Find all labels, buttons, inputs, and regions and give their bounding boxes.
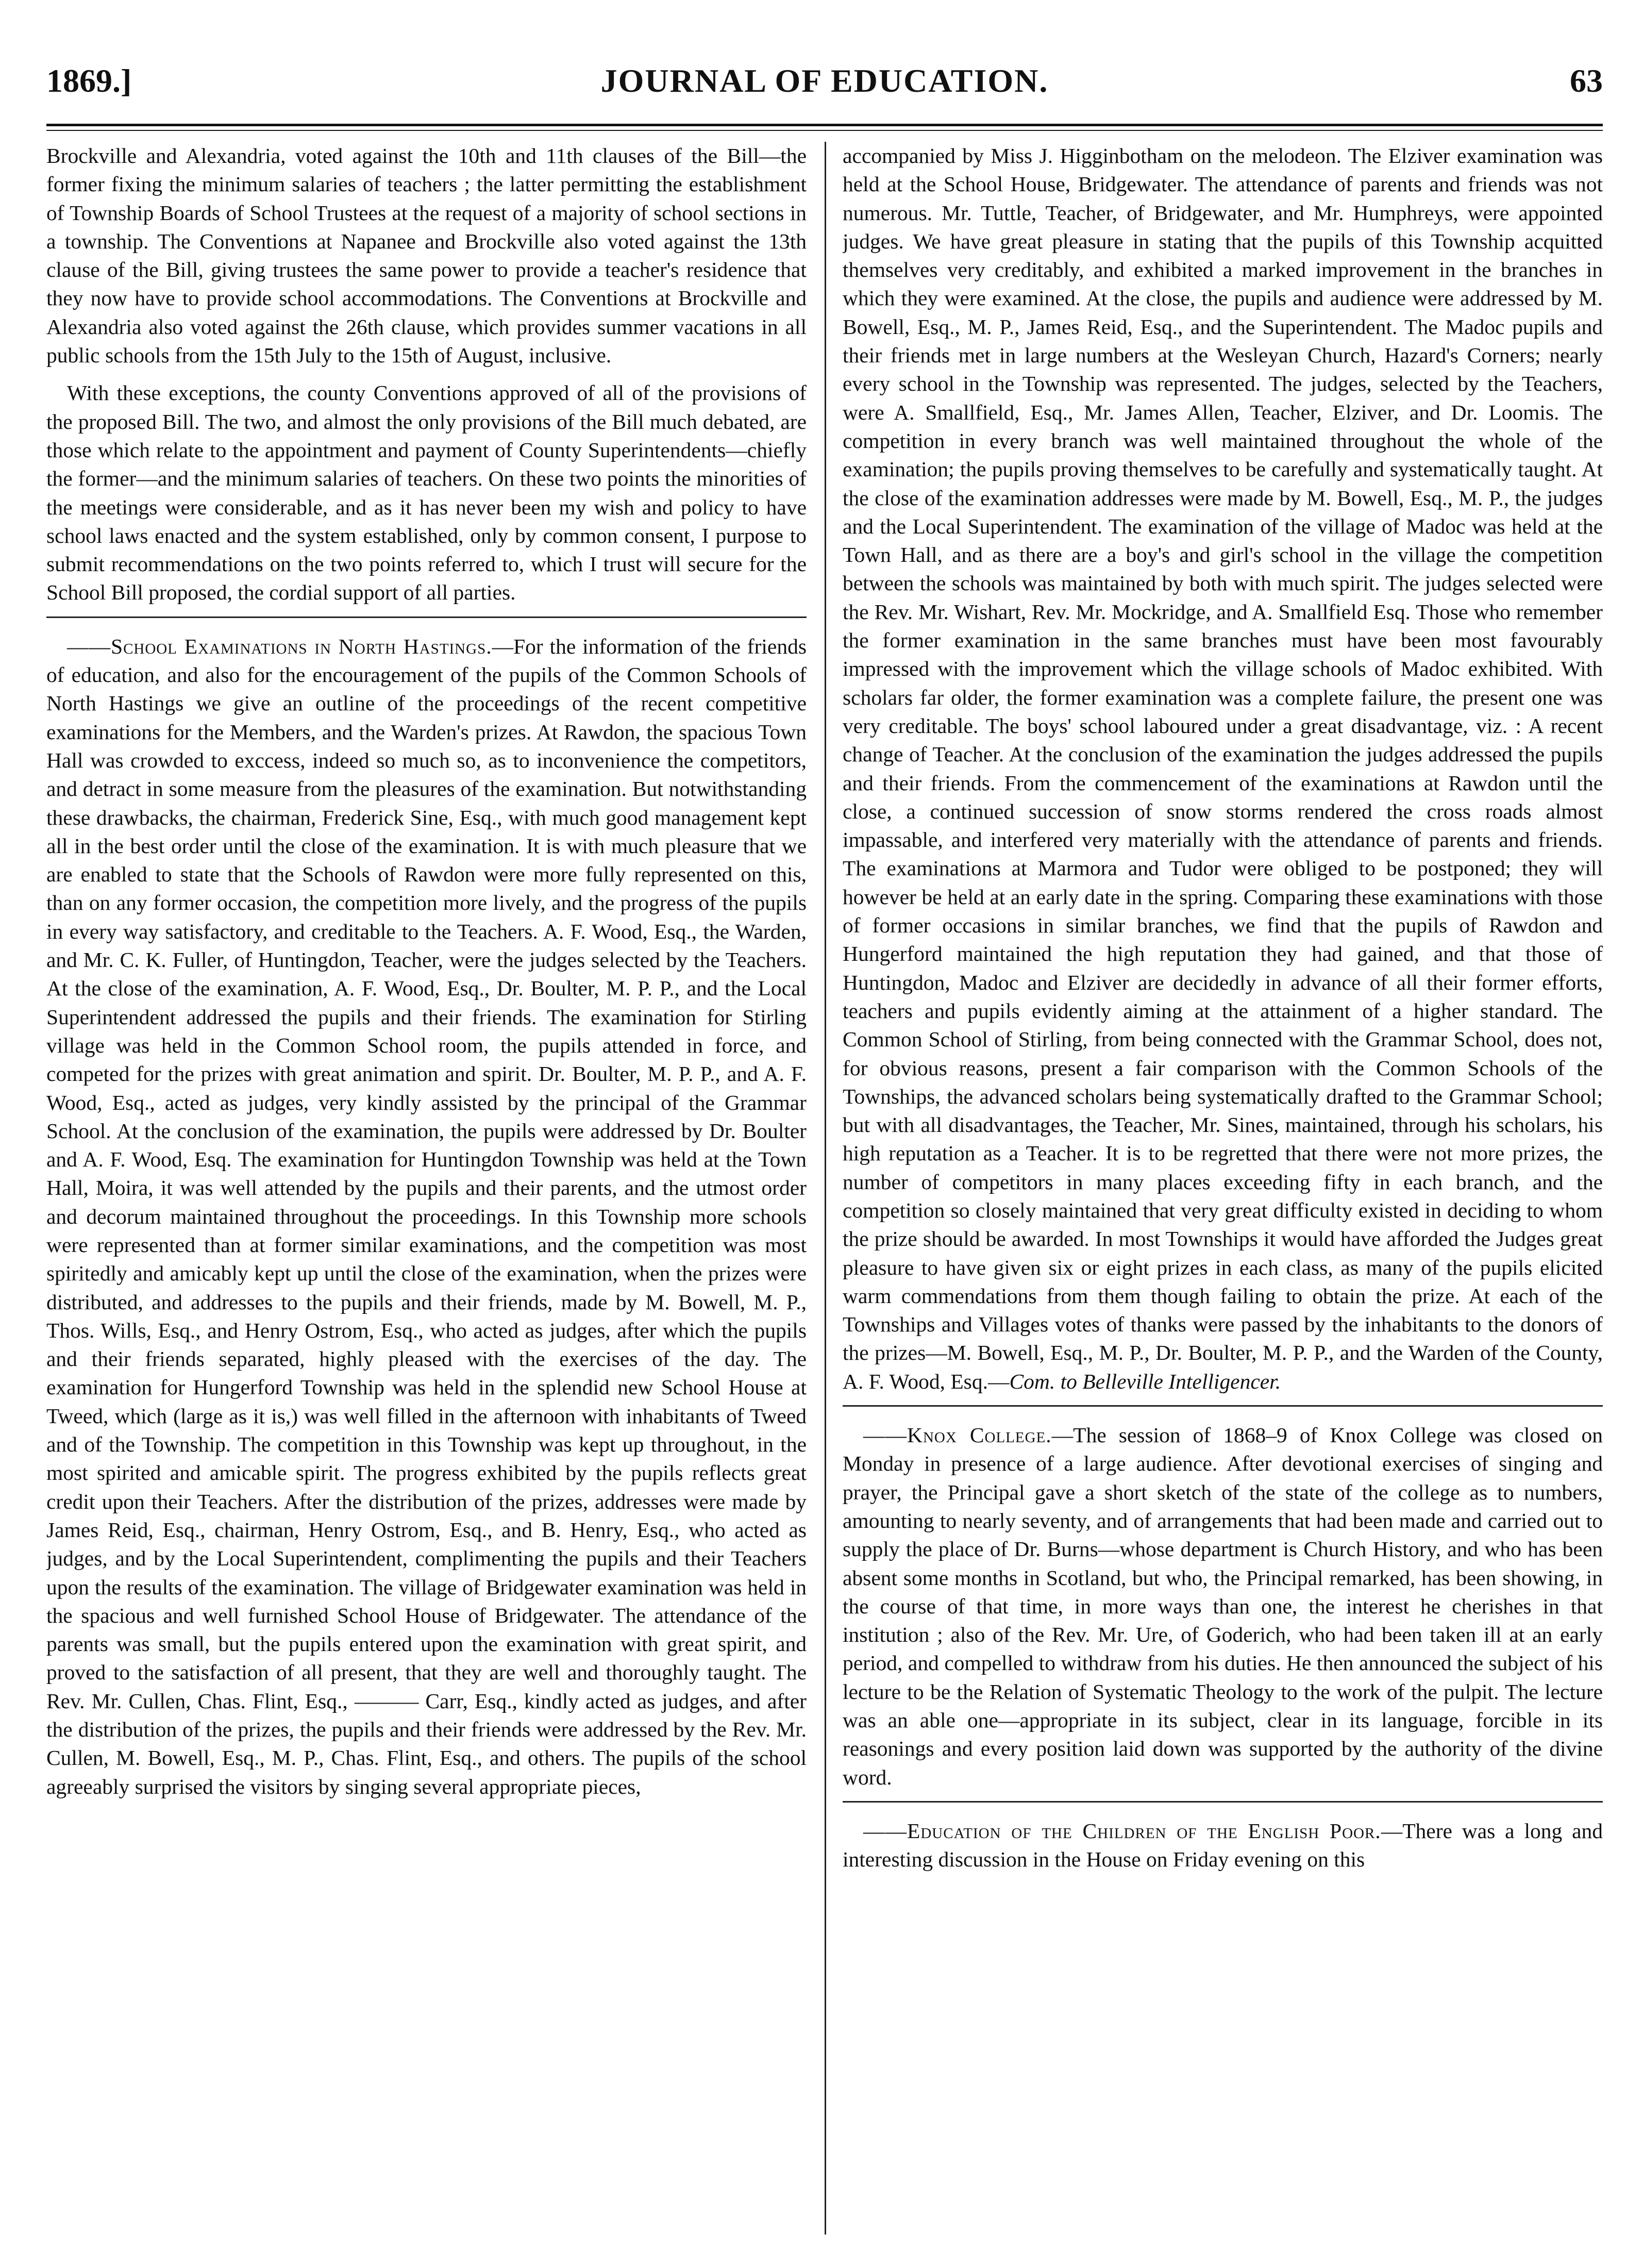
header-rule bbox=[46, 124, 1603, 126]
section-divider bbox=[843, 1405, 1603, 1407]
article-body: —For the information of the friends of education, and also for the encouragement of the pupils of the Common Schools of North Hastings we give an outline of the proceedings of the recent competitive examinations for the Members, and the Warden's prizes. At Rawdon, the spacious Town Hall was crowded to exccess, indeed so much so, as to inconvenience the competitors, and detract in some measure from the pleasures of the examination. But notwithstanding these drawbacks, the chairman, Frederick Sine, Esq., with much good management kept all in the best order until the close of the examination. It is with much pleasure that we are enabled to state that the Schools of Rawdon were more fully represented on this, than on any former occasion, the competition more lively, and the progress of the pupils in every way satisfactory, and creditable to the Teachers. A. F. Wood, Esq., the Warden, and Mr. C. K. Fuller, of Huntingdon, Teacher, were the judges selected by the Teachers. At the close of the examination, A. F. Wood, Esq., Dr. Boulter, M. P. P., and the Local Superintendent addressed the pupils and their friends. The examination for Stirling village was held in the Common School room, the pupils attended in force, and competed for the prizes with great animation and spirit. Dr. Boulter, M. P. P., and A. F. Wood, Esq., acted as judges, very kindly assisted by the principal of the Grammar School. At the conclusion of the examination, the pupils were addressed by Dr. Boulter and A. F. Wood, Esq. The examination for Huntingdon Township was held at the Town Hall, Moira, it was well attended by the pupils and their parents, and the utmost order and decorum maintained throughout the proceedings. In this Township more schools were represented than at former similar examinations, and the competition was most spiritedly and amicably kept up until the close of the examination, when the prizes were distributed, and addresses to the pupils and their friends, made by M. Bowell, M. P., Thos. Wills, Esq., and Henry Ostrom, Esq., who acted as judges, after which the pupils and their friends separated, highly pleased with the exercises of the day. The examination for Hungerford Township was held in the splendid new School House at Tweed, which (large as it is,) was well filled in the afternoon with inhabitants of Tweed and of the Township. The competition in this Township was kept up throughout, in the most spirited and amicable spirit. The progress exhibited by the pupils reflects great credit upon their Teachers. After the distribution of the prizes, addresses were made by James Reid, Esq., chairman, Henry Ostrom, Esq., and B. Henry, Esq., who acted as judges, and by the Local Superintendent, complimenting the pupils and their Teachers upon the results of the examination. The village of Bridgewater examination was held in the spacious and well furnished School House of Bridgewater. The attendance of the parents was small, but the pupils entered upon the examination with great spirit, and proved to the satisfaction of all present, that they are well and thoroughly taught. The Rev. Mr. Cullen, Chas. Flint, Esq., ——— Carr, Esq., kindly acted as judges, and after the distribution of the prizes, the pupils and their friends were addressed by the Rev. Mr. Cullen, M. Bowell, Esq., M. P., Chas. Flint, Esq., and others. The pupils of the school agreeably surprised the visitors by singing several appropriate pieces, bbox=[46, 634, 807, 1798]
header-year: 1869.] bbox=[46, 62, 132, 99]
header-rule-thin bbox=[46, 130, 1603, 131]
journal-page bbox=[46, 41, 1603, 2237]
continuation-text: accompanied by Miss J. Higginbotham on the melodeon. The Elziver examination was held at the School House, Bridgewater. The attendance of parents and friends was not numerous. Mr. Tuttle, Teacher, of Bridgewater, and Mr. Humphreys, were appointed judges. We have great pleasure in stating that the pupils of this Township acquitted themselves very creditably, and exhibited a marked improvement in the branches in which they were examined. At the close, the pupils and audience were addressed by M. Bowell, Esq., M. P., James Reid, Esq., and the Superintendent. The Madoc pupils and their friends met in large numbers at the Wesleyan Church, Hazard's Corners; nearly every school in the Township was represented. The judges, selected by the Teachers, were A. Smallfield, Esq., Mr. James Allen, Teacher, Elziver, and Dr. Loomis. The competition in every branch was well maintained throughout the whole of the examination; the pupils proving themselves to be carefully and systematically taught. At the close of the examination addresses were made by M. Bowell, Esq., M. P., the judges and the Local Superintendent. The examination of the village of Madoc was held at the Town Hall, and as there are a boy's and girl's school in the village the competition between the schools was maintained by both with much spirit. The judges selected were the Rev. Mr. Wishart, Rev. Mr. Mockridge, and A. Smallfield Esq. Those who remember the former examination in the same branches must have been most favourably impressed with the improvement which the village schools of Madoc exhibited. With scholars far older, the former examination was a complete failure, the present one was very creditable. The boys' school laboured under a great disadvantage, viz. : A recent change of Teacher. At the conclusion of the examination the judges addressed the pupils and their friends. From the commencement of the examinations at Rawdon until the close, a continued succession of snow storms rendered the cross roads almost impassable, and interfered very materially with the attendance of parents and friends. The examinations at Marmora and Tudor were obliged to be postponed; they will however be held at an early date in the spring. Comparing these examinations with those of former occasions in similar branches, we find that the pupils of Rawdon and Hungerford maintained the high reputation they had gained, and that those of Huntingdon, Madoc and Elziver are decidedly in advance of all their former efforts, teachers and pupils evidently aiming at the attainment of a higher standard. The Common School of Stirling, from being connected with the Grammar School, does not, for obvious reasons, present a fair comparison with the Common Schools of the Townships, the advanced scholars being systematically drafted to the Grammar School; but with all disadvantages, the Teacher, Mr. Sines, maintained, through his scholars, his high reputation as a Teacher. It is to be regretted that there were not more prizes, the number of competitors in many places exceeding fifty in each branch, and the competition so closely maintained that very great difficulty existed in deciding to whom the prize should be awarded. In most Townships it would have afforded the Judges great pleasure to have given six or eight prizes in each class, as many of the pupils elicited warm commendations from them though failing to obtain the prize. At each of the Townships and Villages votes of thanks were passed by the inhabitants to the donors of the prizes—M. Bowell, Esq., M. P., Dr. Boulter, M. P. P., and the Warden of the County, A. F. Wood, Esq.— bbox=[843, 144, 1603, 1393]
section-divider bbox=[843, 1801, 1603, 1803]
page-number: 63 bbox=[1570, 62, 1603, 99]
article-heading: ——School Examinations in North Hastings. bbox=[67, 634, 492, 658]
paragraph: Brockville and Alexandria, voted against the 10th and 11th clauses of the Bill—the former fixing the minimum salaries of teachers ; the latter permitting the establishment of Township Boards of School Trustees at the request of a majority of school sections in a township. The Conventions at Napanee and Brockville also voted against the 13th clause of the Bill, giving trustees the same power to provide a teacher's residence that they now have to provide school accommodations. The Conventions at Brockville and Alexandria also voted against the 26th clause, which provides summer vacations in all public schools from the 15th July to the 15th of August, inclusive. bbox=[46, 144, 807, 368]
article-body: —The session of 1868–9 of Knox College was closed on Monday in presence of a large audience. After devotional exercises of singing and prayer, the Principal gave a short sketch of the state of the college as to numbers, amounting to nearly seventy, and of arrangements that had been made and carried out to supply the place of Dr. Burns—whose department is Church History, and who has been absent some months in Scotland, but who, the Principal remarked, has been showing, in the course of that time, in more ways than one, the interest he cherishes in that institution ; also of the Rev. Mr. Ure, of Goderich, who had been taken ill at an early period, and compelled to withdraw from his duties. He then announced the subject of his lecture to be the Relation of Systematic Theology to the work of the pulpit. The lecture was an able one—appropriate in its subject, clear in its language, forcible in its reasonings and every position laid down was supported by the authority of the divine word. bbox=[843, 1423, 1603, 1789]
paragraph bbox=[843, 142, 1603, 1396]
article-school-examinations bbox=[46, 632, 807, 1801]
article-heading: ——Education of the Children of the English Poor. bbox=[863, 1819, 1381, 1843]
section-divider bbox=[46, 616, 807, 618]
page-header bbox=[46, 41, 1603, 98]
journal-title: JOURNAL OF EDUCATION. bbox=[600, 62, 1049, 99]
left-column bbox=[46, 142, 807, 2234]
paragraph: With these exceptions, the county Conventions approved of all of the provisions of the proposed Bill. The two, and almost the only provisions of the Bill much debated, are those which relate to the appointment and payment of County Superintendents—chiefly the former—and the minimum salaries of teachers. On these two points the minorities of the meetings were considerable, and as it has never been my wish and policy to have school laws enacted and the system established, only by common consent, I purpose to submit recommendations on the two points referred to, which I trust will secure for the School Bill proposed, the cordial support of all parties. bbox=[46, 381, 807, 605]
source-credit: Com. to Belleville Intelligencer. bbox=[1009, 1369, 1281, 1393]
column-divider bbox=[825, 142, 826, 2234]
article-body: —There was a long and interesting discussion in the House on Friday evening on this bbox=[843, 1819, 1603, 1872]
article-english-poor bbox=[843, 1817, 1603, 1874]
article-knox-college bbox=[843, 1421, 1603, 1792]
article-heading: ——Knox College. bbox=[863, 1423, 1052, 1447]
right-column bbox=[843, 142, 1603, 2234]
